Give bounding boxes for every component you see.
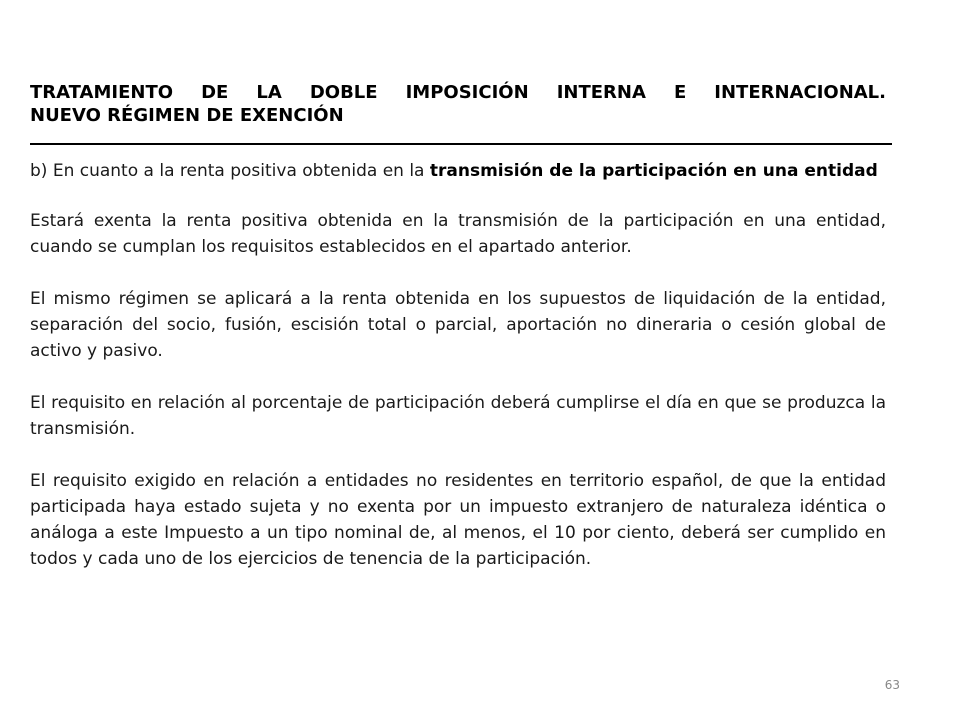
paragraph-subheading — [30, 158, 886, 184]
title-line-1: TRATAMIENTO DE LA DOBLE IMPOSICIÓN INTERNA E INTERNACIONAL. — [30, 82, 886, 103]
page-number: 63 — [884, 678, 900, 692]
body-text — [30, 158, 886, 598]
page-title — [30, 81, 886, 127]
subheading-bold: transmisión de la participación en una entidad — [429, 161, 878, 181]
title-line-2: NUEVO RÉGIMEN DE EXENCIÓN — [30, 105, 344, 126]
paragraph-exemption: Estará exenta la renta positiva obtenida en la transmisión de la participación en una entidad, cuando se cumplan los requisitos establecidos en el apartado anterior. — [30, 211, 886, 257]
paragraph-same-regime: El mismo régimen se aplicará a la renta obtenida en los supuestos de liquidación de la entidad, separación del socio, fusión, escisión total o parcial, aportación no dineraria o cesión global de activo y pasivo. — [30, 289, 886, 361]
paragraph-percentage-requirement: El requisito en relación al porcentaje de participación deberá cumplirse el día en que se produzca la transmisión. — [30, 393, 886, 439]
paragraph-non-resident-requirement: El requisito exigido en relación a entidades no residentes en territorio español, de que la entidad participada haya estado sujeta y no exenta por un impuesto extranjero de naturaleza idéntica o análoga a este Impuesto a un tipo nominal de, al menos, el 10 por ciento, deberá ser cumplido en todos y cada uno de los ejercicios de tenencia de la participación. — [30, 471, 886, 569]
title-block — [30, 81, 886, 127]
subheading-prefix: b) En cuanto a la renta positiva obtenida en la — [30, 161, 430, 181]
title-divider — [30, 143, 892, 145]
